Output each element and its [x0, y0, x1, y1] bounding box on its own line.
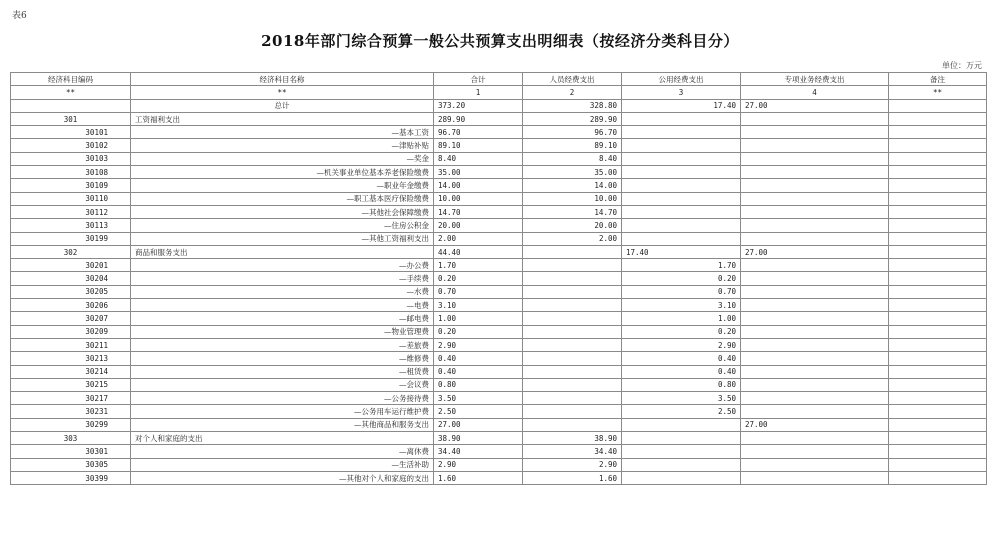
code-cell: 30201 [11, 259, 131, 272]
code-cell: 30209 [11, 325, 131, 338]
public-cell [622, 152, 741, 165]
index-cell: 3 [622, 86, 741, 99]
name-cell: —手续费 [131, 272, 434, 285]
total-cell: 289.90 [434, 112, 523, 125]
personnel-cell [523, 245, 622, 258]
public-cell [622, 192, 741, 205]
table-row [11, 259, 987, 272]
special-cell [741, 179, 889, 192]
total-cell: 0.40 [434, 365, 523, 378]
code-cell: 30112 [11, 205, 131, 218]
public-cell [622, 126, 741, 139]
index-cell: 1 [434, 86, 523, 99]
note-cell [889, 299, 987, 312]
public-cell [622, 166, 741, 179]
total-cell: 0.40 [434, 352, 523, 365]
public-cell: 0.40 [622, 365, 741, 378]
note-cell [889, 192, 987, 205]
table-body [11, 99, 987, 485]
document-title: 2018年部门综合预算一般公共预算支出明细表（按经济分类科目分） [261, 32, 739, 50]
name-cell: —公务接待费 [131, 392, 434, 405]
special-cell [741, 166, 889, 179]
total-cell: 3.50 [434, 392, 523, 405]
name-cell: —差旅费 [131, 338, 434, 351]
header-row [11, 73, 987, 86]
note-cell [889, 259, 987, 272]
public-cell [622, 432, 741, 445]
code-cell: 30113 [11, 219, 131, 232]
table-row [11, 405, 987, 418]
public-cell: 17.40 [622, 245, 741, 258]
total-cell: 38.90 [434, 432, 523, 445]
total-cell: 44.40 [434, 245, 523, 258]
name-cell: —离休费 [131, 445, 434, 458]
special-cell [741, 272, 889, 285]
personnel-cell [523, 325, 622, 338]
public-cell: 17.40 [622, 99, 741, 112]
code-cell: 303 [11, 432, 131, 445]
personnel-cell: 10.00 [523, 192, 622, 205]
unit-label: 单位：万元 [942, 61, 982, 70]
name-cell: —物业管理费 [131, 325, 434, 338]
public-cell [622, 471, 741, 484]
code-cell: 30199 [11, 232, 131, 245]
header-note: 备注 [889, 73, 987, 86]
table-row [11, 179, 987, 192]
table-row [11, 432, 987, 445]
special-cell: 27.00 [741, 99, 889, 112]
name-cell: 工资福利支出 [131, 112, 434, 125]
total-cell: 1.00 [434, 312, 523, 325]
table-row [11, 365, 987, 378]
table-row [11, 471, 987, 484]
name-cell: 商品和服务支出 [131, 245, 434, 258]
note-cell [889, 205, 987, 218]
table-row [11, 126, 987, 139]
code-cell: 30399 [11, 471, 131, 484]
code-cell: 30231 [11, 405, 131, 418]
code-cell: 30214 [11, 365, 131, 378]
personnel-cell [523, 365, 622, 378]
name-cell: —基本工资 [131, 126, 434, 139]
public-cell: 1.70 [622, 259, 741, 272]
note-cell [889, 166, 987, 179]
special-cell [741, 471, 889, 484]
table-row [11, 139, 987, 152]
special-cell [741, 205, 889, 218]
name-cell: —其他对个人和家庭的支出 [131, 471, 434, 484]
personnel-cell [523, 392, 622, 405]
name-cell: —其他工资福利支出 [131, 232, 434, 245]
special-cell [741, 126, 889, 139]
note-cell [889, 112, 987, 125]
personnel-cell: 328.80 [523, 99, 622, 112]
note-cell [889, 392, 987, 405]
code-cell: 30215 [11, 378, 131, 391]
personnel-cell: 2.00 [523, 232, 622, 245]
table-row [11, 205, 987, 218]
personnel-cell: 38.90 [523, 432, 622, 445]
code-cell: 30205 [11, 285, 131, 298]
table-row [11, 392, 987, 405]
code-cell: 30207 [11, 312, 131, 325]
table-row [11, 312, 987, 325]
public-cell: 2.90 [622, 338, 741, 351]
name-cell: —其他社会保障缴费 [131, 205, 434, 218]
code-cell: 30217 [11, 392, 131, 405]
name-cell: —办公费 [131, 259, 434, 272]
index-cell: ** [889, 86, 987, 99]
personnel-cell [523, 272, 622, 285]
public-cell: 0.20 [622, 272, 741, 285]
code-cell: 30102 [11, 139, 131, 152]
public-cell: 3.50 [622, 392, 741, 405]
personnel-cell: 289.90 [523, 112, 622, 125]
total-cell: 20.00 [434, 219, 523, 232]
special-cell [741, 299, 889, 312]
table-row [11, 418, 987, 431]
personnel-cell: 96.70 [523, 126, 622, 139]
special-cell [741, 338, 889, 351]
public-cell [622, 458, 741, 471]
table-row [11, 232, 987, 245]
table-row [11, 112, 987, 125]
special-cell: 27.00 [741, 418, 889, 431]
total-cell: 14.00 [434, 179, 523, 192]
table-row [11, 352, 987, 365]
special-cell [741, 112, 889, 125]
note-cell [889, 338, 987, 351]
table-row [11, 378, 987, 391]
note-cell [889, 272, 987, 285]
table-row [11, 245, 987, 258]
code-cell: 30101 [11, 126, 131, 139]
name-cell: —机关事业单位基本养老保险缴费 [131, 166, 434, 179]
code-cell: 30108 [11, 166, 131, 179]
total-cell: 2.90 [434, 458, 523, 471]
total-cell: 373.20 [434, 99, 523, 112]
table-number-label: 表6 [12, 11, 27, 21]
header-code: 经济科目编码 [11, 73, 131, 86]
personnel-cell [523, 312, 622, 325]
note-cell [889, 471, 987, 484]
personnel-cell: 14.70 [523, 205, 622, 218]
header-name: 经济科目名称 [131, 73, 434, 86]
total-cell: 89.10 [434, 139, 523, 152]
special-cell [741, 152, 889, 165]
table-row [11, 325, 987, 338]
note-cell [889, 99, 987, 112]
note-cell [889, 126, 987, 139]
total-cell: 2.50 [434, 405, 523, 418]
code-cell: 30211 [11, 338, 131, 351]
note-cell [889, 152, 987, 165]
special-cell [741, 285, 889, 298]
code-cell [11, 99, 131, 112]
table-row [11, 445, 987, 458]
total-cell: 2.00 [434, 232, 523, 245]
index-row [11, 86, 987, 99]
personnel-cell [523, 418, 622, 431]
public-cell [622, 205, 741, 218]
table-row [11, 219, 987, 232]
personnel-cell: 35.00 [523, 166, 622, 179]
code-cell: 30109 [11, 179, 131, 192]
personnel-cell: 8.40 [523, 152, 622, 165]
personnel-cell [523, 259, 622, 272]
code-cell: 30213 [11, 352, 131, 365]
name-cell: —住房公积金 [131, 219, 434, 232]
note-cell [889, 432, 987, 445]
special-cell [741, 378, 889, 391]
public-cell [622, 445, 741, 458]
public-cell [622, 418, 741, 431]
personnel-cell [523, 299, 622, 312]
personnel-cell [523, 338, 622, 351]
total-cell: 8.40 [434, 152, 523, 165]
note-cell [889, 445, 987, 458]
table-row [11, 285, 987, 298]
index-cell: 4 [741, 86, 889, 99]
special-cell [741, 259, 889, 272]
personnel-cell [523, 378, 622, 391]
table-row [11, 152, 987, 165]
header-total: 合计 [434, 73, 523, 86]
note-cell [889, 418, 987, 431]
name-cell: —其他商品和服务支出 [131, 418, 434, 431]
personnel-cell: 1.60 [523, 471, 622, 484]
total-cell: 10.00 [434, 192, 523, 205]
note-cell [889, 219, 987, 232]
table-row [11, 272, 987, 285]
header-public: 公用经费支出 [622, 73, 741, 86]
total-cell: 96.70 [434, 126, 523, 139]
total-cell: 0.80 [434, 378, 523, 391]
public-cell: 3.10 [622, 299, 741, 312]
special-cell [741, 445, 889, 458]
code-cell: 30110 [11, 192, 131, 205]
name-cell: 对个人和家庭的支出 [131, 432, 434, 445]
code-cell: 30206 [11, 299, 131, 312]
name-cell: —公务用车运行维护费 [131, 405, 434, 418]
name-cell: —维修费 [131, 352, 434, 365]
name-cell: —职业年金缴费 [131, 179, 434, 192]
public-cell: 0.20 [622, 325, 741, 338]
note-cell [889, 352, 987, 365]
name-cell: —租赁费 [131, 365, 434, 378]
name-cell: —奖金 [131, 152, 434, 165]
table-row [11, 458, 987, 471]
note-cell [889, 285, 987, 298]
note-cell [889, 139, 987, 152]
code-cell: 30204 [11, 272, 131, 285]
table-row [11, 166, 987, 179]
public-cell [622, 179, 741, 192]
total-cell: 2.90 [434, 338, 523, 351]
special-cell [741, 325, 889, 338]
special-cell [741, 219, 889, 232]
code-cell: 301 [11, 112, 131, 125]
personnel-cell [523, 285, 622, 298]
header-personnel: 人员经费支出 [523, 73, 622, 86]
code-cell: 30103 [11, 152, 131, 165]
total-cell: 0.20 [434, 272, 523, 285]
table-row [11, 338, 987, 351]
special-cell: 27.00 [741, 245, 889, 258]
special-cell [741, 232, 889, 245]
name-cell: —会议费 [131, 378, 434, 391]
personnel-cell [523, 405, 622, 418]
public-cell [622, 139, 741, 152]
public-cell: 0.80 [622, 378, 741, 391]
special-cell [741, 139, 889, 152]
personnel-cell [523, 352, 622, 365]
name-cell: —职工基本医疗保险缴费 [131, 192, 434, 205]
total-cell: 0.20 [434, 325, 523, 338]
public-cell: 0.40 [622, 352, 741, 365]
personnel-cell: 34.40 [523, 445, 622, 458]
note-cell [889, 179, 987, 192]
name-cell: —电费 [131, 299, 434, 312]
index-cell: 2 [523, 86, 622, 99]
public-cell: 2.50 [622, 405, 741, 418]
note-cell [889, 405, 987, 418]
table-row [11, 99, 987, 112]
name-cell: —水费 [131, 285, 434, 298]
public-cell [622, 112, 741, 125]
total-cell: 35.00 [434, 166, 523, 179]
code-cell: 302 [11, 245, 131, 258]
name-cell: 总计 [131, 99, 434, 112]
personnel-cell: 2.90 [523, 458, 622, 471]
public-cell [622, 232, 741, 245]
table-row [11, 192, 987, 205]
personnel-cell: 14.00 [523, 179, 622, 192]
table-row [11, 299, 987, 312]
note-cell [889, 245, 987, 258]
index-cell: ** [11, 86, 131, 99]
note-cell [889, 232, 987, 245]
public-cell [622, 219, 741, 232]
total-cell: 34.40 [434, 445, 523, 458]
total-cell: 14.70 [434, 205, 523, 218]
special-cell [741, 365, 889, 378]
header-special: 专项业务经费支出 [741, 73, 889, 86]
total-cell: 3.10 [434, 299, 523, 312]
note-cell [889, 378, 987, 391]
budget-table [10, 72, 987, 485]
special-cell [741, 312, 889, 325]
public-cell: 0.70 [622, 285, 741, 298]
special-cell [741, 392, 889, 405]
special-cell [741, 458, 889, 471]
code-cell: 30299 [11, 418, 131, 431]
special-cell [741, 192, 889, 205]
name-cell: —津贴补贴 [131, 139, 434, 152]
note-cell [889, 365, 987, 378]
code-cell: 30301 [11, 445, 131, 458]
total-cell: 0.70 [434, 285, 523, 298]
special-cell [741, 352, 889, 365]
index-cell: ** [131, 86, 434, 99]
note-cell [889, 325, 987, 338]
total-cell: 1.70 [434, 259, 523, 272]
personnel-cell: 20.00 [523, 219, 622, 232]
note-cell [889, 312, 987, 325]
note-cell [889, 458, 987, 471]
special-cell [741, 432, 889, 445]
special-cell [741, 405, 889, 418]
total-cell: 1.60 [434, 471, 523, 484]
total-cell: 27.00 [434, 418, 523, 431]
name-cell: —邮电费 [131, 312, 434, 325]
name-cell: —生活补助 [131, 458, 434, 471]
code-cell: 30305 [11, 458, 131, 471]
personnel-cell: 89.10 [523, 139, 622, 152]
public-cell: 1.00 [622, 312, 741, 325]
